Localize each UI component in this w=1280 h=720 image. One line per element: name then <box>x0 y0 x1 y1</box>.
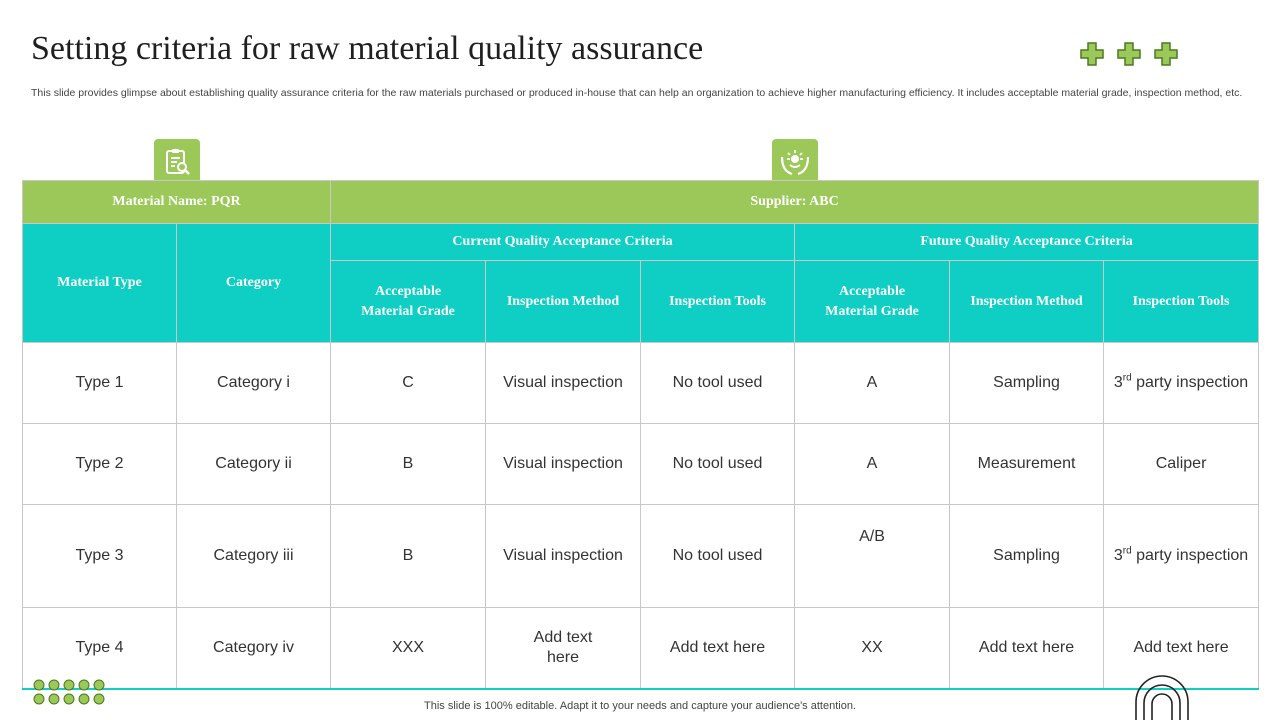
table-cell: Visual inspection <box>486 424 641 505</box>
table-cell: Add text here <box>641 608 795 690</box>
table-cell: C <box>331 343 486 424</box>
table-cell: Add text here <box>950 608 1104 690</box>
slide-title: Setting criteria for raw material quality assurance <box>31 30 704 67</box>
table-cell: A/B <box>795 505 950 608</box>
slide-description: This slide provides glimpse about establishing quality assurance criteria for the raw materials purchased or produced in-house that can help an organization to achieve higher manufacturing efficiency. It includes acceptable material grade, inspection method, etc. <box>31 87 1243 99</box>
table-cell: A <box>795 424 950 505</box>
table-cell: Add text here <box>486 608 641 690</box>
table-cell: Measurement <box>950 424 1104 505</box>
table-cell: B <box>331 505 486 608</box>
table-cell: XXX <box>331 608 486 690</box>
table-cell: 3rd party inspection <box>1104 505 1259 608</box>
table-cell: Category iv <box>177 608 331 690</box>
future-method-header: Inspection Method <box>950 261 1104 343</box>
quality-criteria-table <box>22 180 1259 690</box>
category-header: Category <box>177 224 331 343</box>
future-grade-header: Acceptable Material Grade <box>795 261 950 343</box>
future-tools-header: Inspection Tools <box>1104 261 1259 343</box>
table-cell: Add text here <box>1104 608 1259 690</box>
table-cell: 3rd party inspection <box>1104 343 1259 424</box>
current-method-header: Inspection Method <box>486 261 641 343</box>
decorative-plus-group <box>1080 42 1178 66</box>
supplier-header: Supplier: ABC <box>331 181 1259 224</box>
current-criteria-header: Current Quality Acceptance Criteria <box>331 224 795 261</box>
table-cell: No tool used <box>641 424 795 505</box>
table-cell: A <box>795 343 950 424</box>
table-cell: Visual inspection <box>486 343 641 424</box>
slide-footer: This slide is 100% editable. Adapt it to your needs and capture your audience's attention. <box>424 700 856 712</box>
plus-icon <box>1080 42 1104 66</box>
table-row <box>23 424 1259 505</box>
table-cell: XX <box>795 608 950 690</box>
table-cell: Category i <box>177 343 331 424</box>
plus-icon <box>1117 42 1141 66</box>
table-cell: Type 2 <box>23 424 177 505</box>
table-row <box>23 343 1259 424</box>
table-cell: Type 1 <box>23 343 177 424</box>
table-cell: Category ii <box>177 424 331 505</box>
current-tools-header: Inspection Tools <box>641 261 795 343</box>
table-cell: Visual inspection <box>486 505 641 608</box>
table-row <box>23 608 1259 690</box>
table-cell: Sampling <box>950 505 1104 608</box>
table-row <box>23 505 1259 608</box>
current-grade-header: Acceptable Material Grade <box>331 261 486 343</box>
material-type-header: Material Type <box>23 224 177 343</box>
table-cell: B <box>331 424 486 505</box>
table-cell: No tool used <box>641 505 795 608</box>
plus-icon <box>1154 42 1178 66</box>
arch-icon <box>1132 672 1192 720</box>
table-cell: No tool used <box>641 343 795 424</box>
future-criteria-header: Future Quality Acceptance Criteria <box>795 224 1259 261</box>
table-cell: Type 4 <box>23 608 177 690</box>
table-cell: Sampling <box>950 343 1104 424</box>
table-cell: Type 3 <box>23 505 177 608</box>
table-cell: Category iii <box>177 505 331 608</box>
material-name-header: Material Name: PQR <box>23 181 331 224</box>
table-cell: Caliper <box>1104 424 1259 505</box>
